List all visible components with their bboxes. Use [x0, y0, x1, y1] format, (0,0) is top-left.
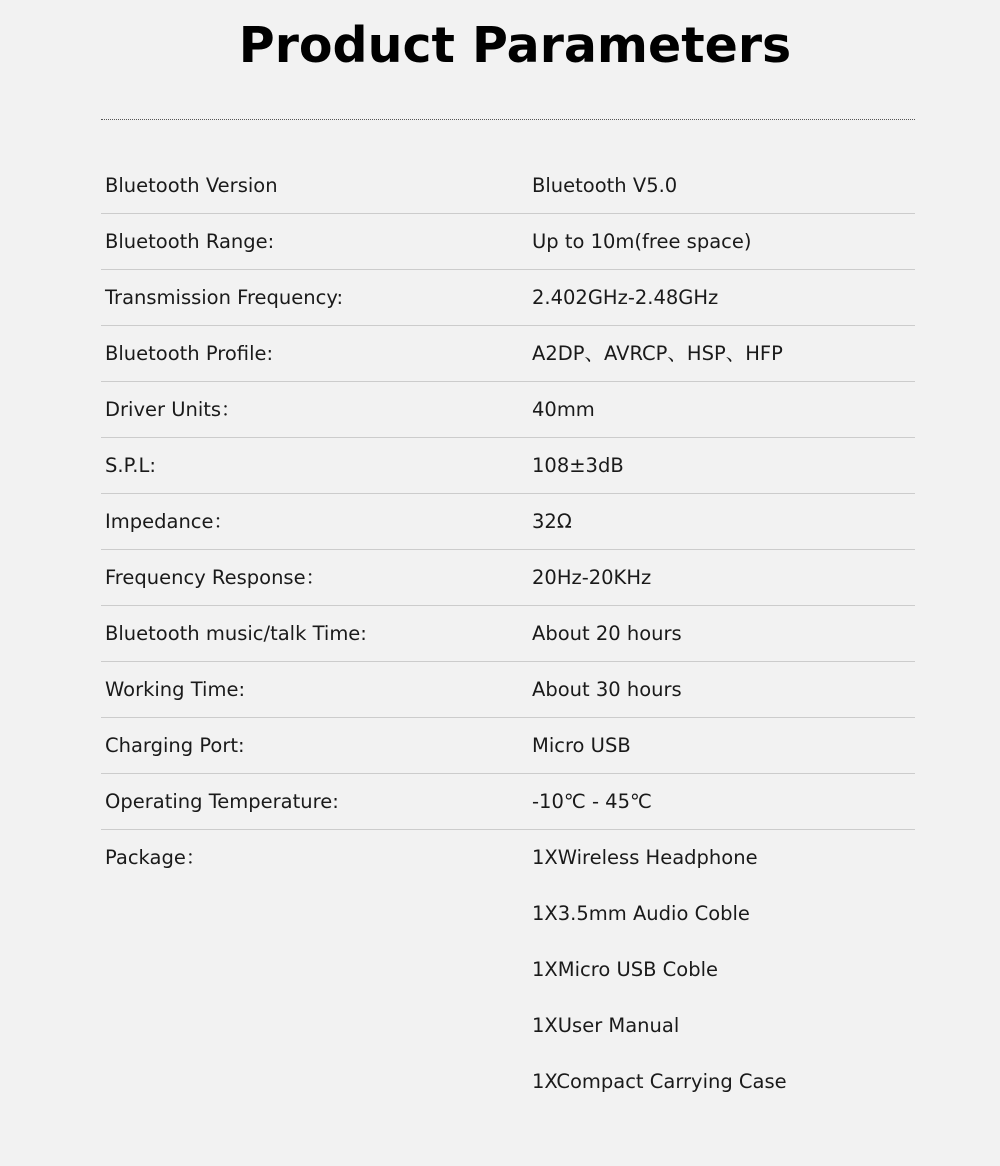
spec-label: Working Time: — [105, 678, 246, 701]
spec-value: 20Hz-20KHz — [532, 566, 652, 589]
spec-value: About 30 hours — [532, 678, 682, 701]
spec-value: Micro USB — [532, 734, 631, 757]
spec-value: Bluetooth V5.0 — [532, 174, 678, 197]
package-item: 1XUser Manual — [532, 1014, 680, 1037]
spec-row-bluetooth-profile — [101, 326, 915, 382]
spec-value: -10℃ - 45℃ — [532, 790, 652, 813]
package-item: 1XWireless Headphone — [532, 846, 758, 869]
spec-label: Bluetooth Version — [105, 174, 278, 197]
spec-row-spl — [101, 438, 915, 494]
spec-value: 108±3dB — [532, 454, 624, 477]
package-item: 1X3.5mm Audio Coble — [532, 902, 750, 925]
spec-value: A2DP、AVRCP、HSP、HFP — [532, 342, 783, 365]
spec-row-impedance — [101, 494, 915, 550]
spec-label: Bluetooth music/talk Time: — [105, 622, 367, 645]
spec-label: Transmission Frequency: — [105, 286, 344, 309]
spec-label: Impedance： — [105, 510, 234, 533]
spec-label: S.P.L: — [105, 454, 156, 477]
page-title: Product Parameters — [238, 17, 792, 74]
spec-label: Driver Units： — [105, 398, 241, 421]
spec-row-frequency-response — [101, 550, 915, 606]
spec-value: 40mm — [532, 398, 595, 421]
spec-row-music-talk-time — [101, 606, 915, 662]
spec-label: Charging Port: — [105, 734, 245, 757]
package-list — [532, 830, 787, 1110]
package-item: 1XCompact Carrying Case — [532, 1070, 787, 1093]
spec-row-bluetooth-version — [101, 158, 915, 214]
spec-value: 32Ω — [532, 510, 572, 533]
package-item: 1XMicro USB Coble — [532, 958, 719, 981]
spec-row-driver-units — [101, 382, 915, 438]
spec-row-transmission-frequency — [101, 270, 915, 326]
spec-table — [101, 158, 915, 1093]
spec-label: Bluetooth Range: — [105, 230, 275, 253]
spec-row-working-time — [101, 662, 915, 718]
spec-label: Frequency Response： — [105, 566, 326, 589]
spec-row-charging-port — [101, 718, 915, 774]
spec-value: About 20 hours — [532, 622, 682, 645]
spec-label: Bluetooth Profile: — [105, 342, 274, 365]
spec-value: 2.402GHz-2.48GHz — [532, 286, 719, 309]
spec-value: Up to 10m(free space) — [532, 230, 752, 253]
spec-row-bluetooth-range — [101, 214, 915, 270]
spec-row-operating-temperature — [101, 774, 915, 830]
title-divider — [101, 119, 915, 120]
package-label: Package： — [105, 846, 206, 869]
spec-row-package — [101, 830, 915, 1093]
spec-label: Operating Temperature: — [105, 790, 339, 813]
